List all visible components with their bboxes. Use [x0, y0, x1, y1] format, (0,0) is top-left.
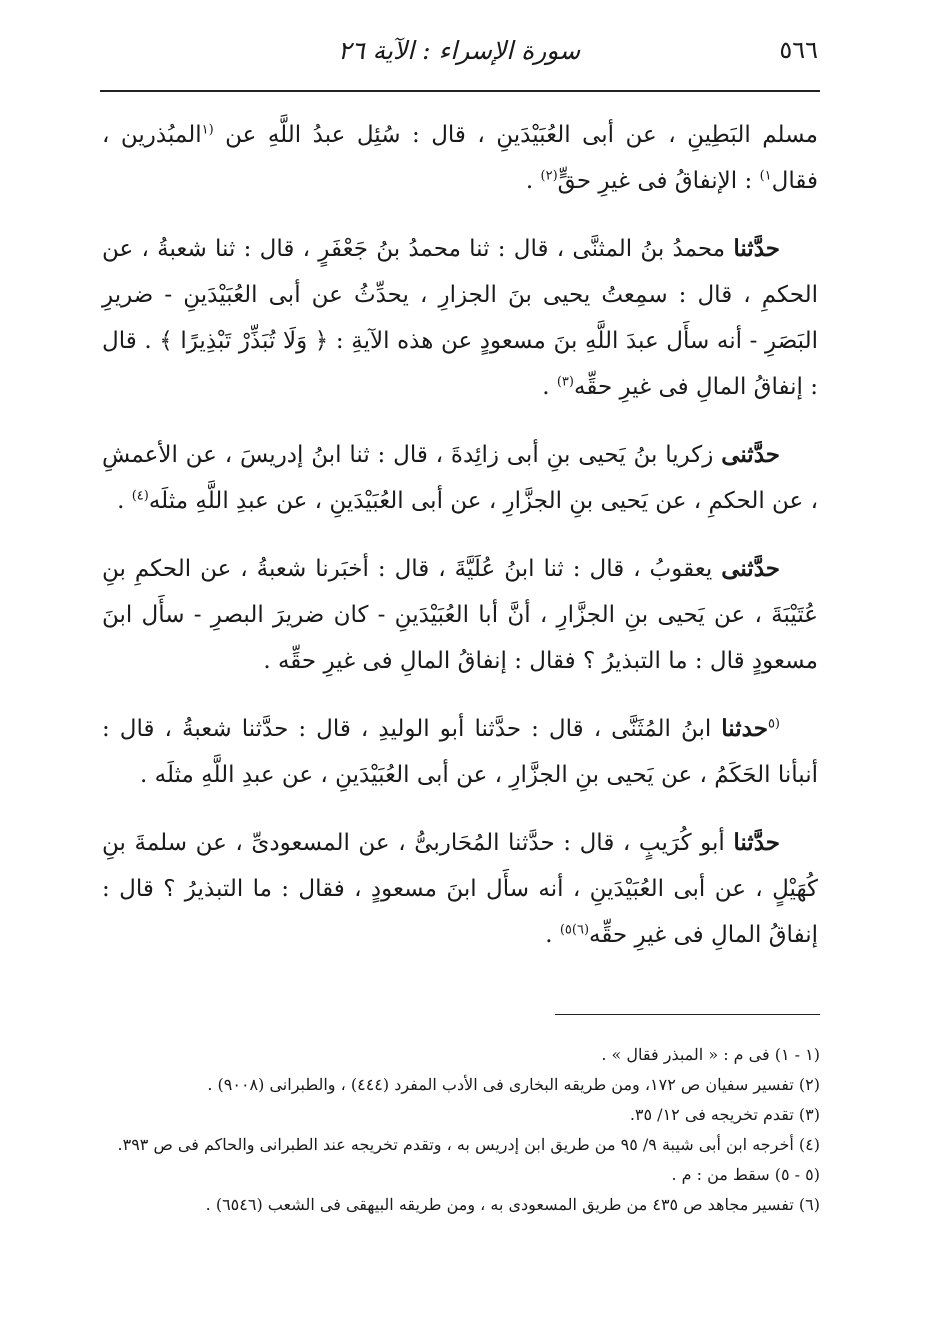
text-run: أبو كُرَيبٍ ، قال : حدَّثنا المُحَاربىُّ ، عن المسعودىِّ ، عن سلمةَ بنِ كُهَيْلٍ ، عن أبى العُبَيْدَينِ ، أنه سأَل ابنَ مسعودٍ ، فقال : ما التبذيرُ ؟ قال : إنفاقُ المالِ فى غيرِ حقِّه	[102, 830, 818, 948]
text-run: محمدُ بنُ المثنَّى ، قال : ثنا محمدُ بنُ جَعْفَرٍ ، قال : ثنا شعبةُ ، عن الحكمِ ، قال : سمِعتُ يحيى بنَ الجزارِ ، يحدِّثُ عن أبى العُبَيْدَينِ - ضريرِ البَصَرِ - أنه سأَل عبدَ اللَّهِ بنَ مسعودٍ عن هذه الآيةِ : ﴿ وَلَا تُبَذِّرْ تَبْذِيرًا ﴾ . قال : إنفاقُ المالِ فى غيرِ حقِّه	[102, 236, 818, 400]
page-number: ٥٦٦	[779, 36, 818, 64]
text-run: ابنُ المُثَنَّى ، قال : حدَّثنا أبو الوليدِ ، قال : حدَّثنا شعبةُ ، قال : أنبأنا الحَكَمُ ، عن يَحيى بنِ الجزَّارِ ، عن أبى العُبَيْدَينِ ، عن عبدِ اللَّهِ مثلَه .	[102, 716, 818, 788]
footnote-rule	[555, 1014, 820, 1015]
footnote: (٥ - ٥) سقط من : م .	[671, 1165, 820, 1184]
footnote: (٤) أخرجه ابن أبى شيبة ٩/ ٩٥ من طريق ابن إدريس به ، وتقدم تخريجه عند الطبرانى والحاكم فى ص ٣٩٣.	[117, 1135, 820, 1154]
text-run: .	[525, 168, 541, 194]
footnote-marker: (٤)	[131, 488, 149, 504]
paragraph	[102, 226, 818, 410]
narration-lead: حدَّثنا	[733, 235, 780, 262]
footnote: (٢) تفسير سفيان ص ١٧٢، ومن طريقه البخارى فى الأدب المفرد (٤٤٤) ، والطبرانى (٩٠٠٨) .	[207, 1075, 820, 1094]
main-text	[102, 112, 818, 980]
narration-lead: حدَّثنا	[733, 829, 780, 856]
paragraph	[102, 706, 818, 798]
footnote-marker: (١	[201, 122, 214, 138]
text-run: المبُذرين ، فقال	[102, 122, 818, 194]
text-run: .	[117, 488, 132, 514]
paragraph	[102, 432, 818, 524]
footnote: (٦) تفسير مجاهد ص ٤٣٥ من طريق المسعودى به ، ومن طريقه البيهقى فى الشعب (٦٥٤٦) .	[205, 1195, 820, 1214]
header-rule	[100, 90, 820, 92]
text-run: : الإنفاقُ فى غيرِ حقٍّ	[557, 168, 760, 194]
running-title: سورة الإسراء : الآية ٢٦	[337, 36, 581, 65]
footnote-marker: (٢)	[540, 168, 558, 184]
footnote-marker: ١)	[759, 168, 772, 184]
footnote-marker: (٥	[767, 716, 780, 732]
narration-lead: حدَّثنى	[721, 441, 780, 468]
text-run: .	[545, 922, 560, 948]
narration-lead: حدثنا	[721, 715, 768, 742]
footnote: (٣) تقدم تخريجه فى ١٢/ ٣٥.	[629, 1105, 820, 1124]
narration-lead: حدَّثنى	[721, 555, 780, 582]
footnotes	[117, 1040, 820, 1220]
text-run: زكريا بنُ يَحيى بنِ أبى زائِدةَ ، قال : ثنا ابنُ إدريسَ ، عن الأعمشِ ، عن الحكمِ ، عن يَحيى بنِ الجزَّارِ ، عن أبى العُبَيْدَينِ ، عن عبدِ اللَّهِ مثلَه	[102, 442, 818, 514]
text-run: مسلم البَطِينِ ، عن أبى العُبَيْدَينِ ، قال : سُئِل عبدُ اللَّهِ عن	[213, 122, 818, 148]
paragraph	[102, 112, 818, 204]
page-header	[100, 28, 818, 84]
footnote-marker: (٦)٥)	[559, 922, 590, 938]
text-run: .	[542, 374, 557, 400]
text-run: يعقوبُ ، قال : ثنا ابنُ عُلَيَّةَ ، قال : أخبَرنا شعبةُ ، عن الحكمِ بنِ عُتَيْبَةَ ، عن يَحيى بنِ الجزَّارِ ، أنَّ أبا العُبَيْدَينِ - كان ضريرَ البصرِ - سأَل ابنَ مسعودٍ قال : ما التبذيرُ ؟ فقال : إنفاقُ المالِ فى غيرِ حقِّه .	[102, 556, 818, 674]
footnote-marker: (٣)	[556, 374, 574, 390]
footnote: (١ - ١) فى م : « المبذر فقال » .	[601, 1045, 820, 1064]
paragraph	[102, 820, 818, 958]
paragraph	[102, 546, 818, 684]
